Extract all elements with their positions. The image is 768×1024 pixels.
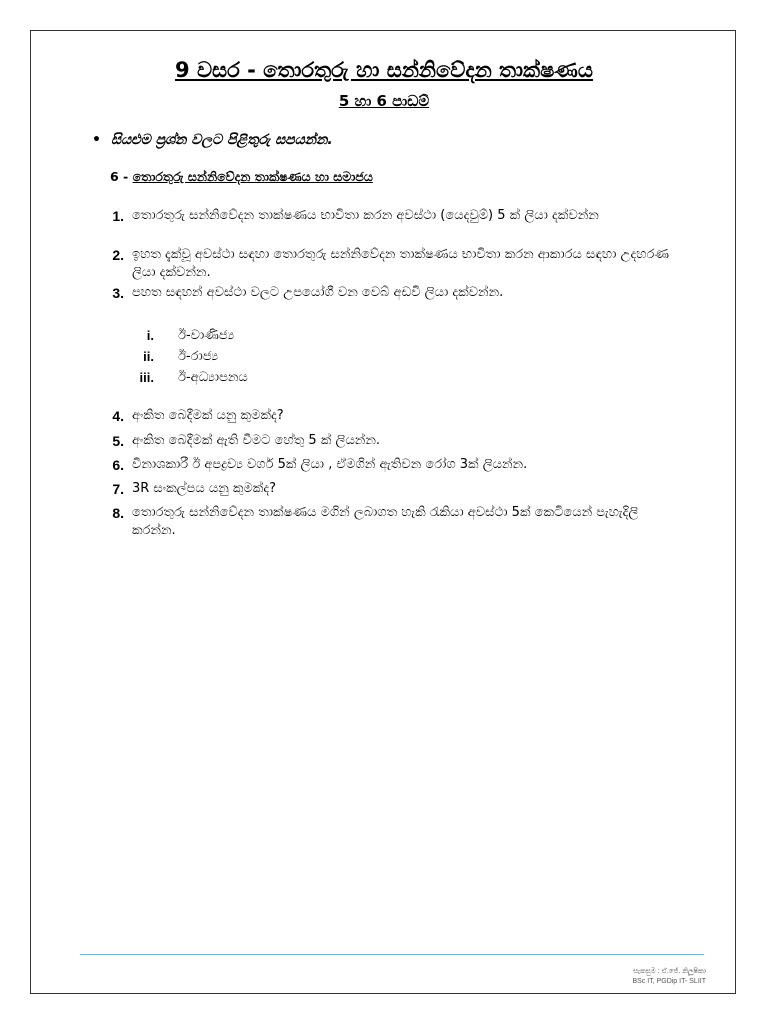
sub-item xyxy=(138,369,248,388)
question-item xyxy=(108,284,678,302)
sub-item-text: ඊ-වාණිජ්‍ය xyxy=(178,328,235,343)
sub-item xyxy=(138,348,219,367)
lesson-subtitle: 5 හා 6 පාඩම් xyxy=(338,92,430,110)
question-text: අංකිත බෙදීමක් ඇති වීමට හේතු 5 ක් ලියන්න. xyxy=(132,433,381,448)
bullet-icon: • xyxy=(92,132,101,148)
sub-item xyxy=(138,327,235,346)
question-text: 3R සංකල්පය යනු කුමක්ද? xyxy=(132,481,277,496)
sub-item-number: ii. xyxy=(143,349,154,364)
footer-divider xyxy=(80,954,704,955)
section-prefix: 6 - xyxy=(110,169,129,184)
question-item xyxy=(108,504,678,540)
question-text: පහත සඳහන් අවස්ථා වලට උපයෝගී වන වෙබ් අඩවි ලියා දක්වන්න. xyxy=(132,285,504,300)
question-text: විනාශකාරී ඊ අපද්‍රව්‍ය වර්ග 5ක් ලියා , ඒමගින් ඇතිවන රෝග 3ක් ලියන්න. xyxy=(132,457,528,472)
instruction-text: සියළුම ප්‍රශ්න වලට පිළිතුරු සපයන්න. xyxy=(111,132,333,148)
section-heading xyxy=(110,168,373,186)
question-text: තොරතුරු සන්නිවේදන තාක්ෂණය මගින් ලබාගත හැකි රැකියා අවස්ථා 5ක් කෙටියෙන් පැහැදිලි කරන්න. xyxy=(132,505,639,538)
question-number: 5. xyxy=(112,433,124,449)
question-number: 6. xyxy=(112,457,124,473)
question-text: තොරතුරු සන්නිවේදන තාක්ෂණය භාවිතා කරන අවස්ථා (යෙදවුම්) 5 ක් ලියා දක්වන්න xyxy=(132,208,599,223)
question-number: 4. xyxy=(112,408,124,424)
question-number: 7. xyxy=(112,481,124,497)
question-text: අංකිත බෙදීමක් යනු කුමක්ද? xyxy=(132,408,284,423)
footer-credentials: BSc IT, PGDip IT- SLIIT xyxy=(632,978,706,985)
sub-item-text: ඊ-අධ්‍යාපනය xyxy=(178,370,248,385)
question-item xyxy=(108,246,678,282)
question-item xyxy=(108,207,678,225)
footer-author: සැකසුම : ඒ.ජේ. නිලූෂිකා xyxy=(633,968,706,975)
question-item xyxy=(108,432,678,450)
question-text: ඉහත දැක්වූ අවස්ථා සඳහා තොරතුරු සන්නිවේදන තාක්ෂණය භාවිතා කරන ආකාරය සඳහා උදහරණ ලියා දක්වන්න. xyxy=(132,247,669,280)
question-item xyxy=(108,456,678,474)
question-number: 1. xyxy=(112,208,124,224)
sub-item-text: ඊ-රාජ්‍ය xyxy=(178,349,219,364)
question-number: 3. xyxy=(112,285,124,301)
question-item xyxy=(108,480,678,498)
page-title: 9 වසර - තොරතුරු හා සන්නිවේදන තාක්ෂණය xyxy=(175,58,593,82)
question-number: 8. xyxy=(112,505,124,521)
instruction-line xyxy=(92,130,333,150)
footer-credit xyxy=(632,967,706,987)
sub-item-number: iii. xyxy=(139,370,154,385)
sub-item-number: i. xyxy=(146,328,154,343)
section-title: තොරතුරු සන්නිවේදන තාක්ෂණය හා සමාජය xyxy=(132,169,373,184)
question-number: 2. xyxy=(112,247,124,263)
question-item xyxy=(108,407,678,425)
